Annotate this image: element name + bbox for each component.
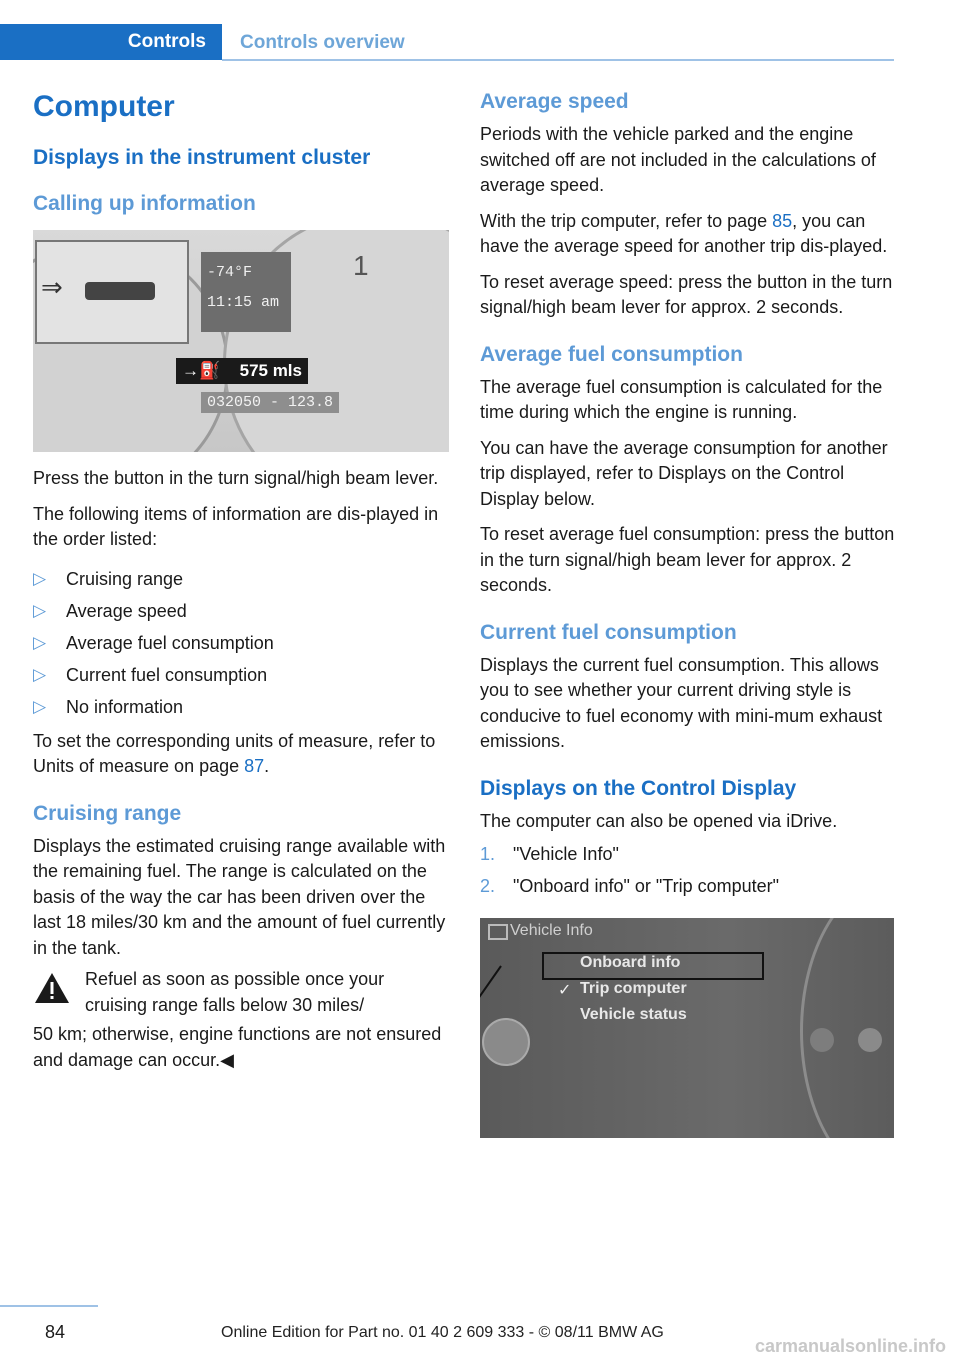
paragraph-average-speed-1: Periods with the vehicle parked and the engine switched off are not included in the calculations of average speed.	[480, 124, 876, 195]
triangle-bullet-icon: ▷	[33, 600, 47, 620]
menu-title: Vehicle Info	[510, 922, 593, 939]
temperature-readout: -74°F	[207, 264, 253, 281]
page-link-87[interactable]: 87	[244, 756, 265, 776]
paragraph-press-button: Press the button in the turn signal/high beam lever.	[33, 468, 439, 488]
heading-average-fuel: Average fuel consumption	[480, 342, 743, 366]
menu-item-trip-computer: Trip computer	[580, 980, 687, 997]
list-item: ▷ Cruising range	[33, 563, 451, 595]
list-item: ▷ Current fuel consumption	[33, 659, 451, 691]
heading-current-fuel: Current fuel consumption	[480, 620, 737, 644]
edition-text: Online Edition for Part no. 01 40 2 609 333 - © 08/11 BMW AG	[221, 1324, 664, 1341]
warning-block	[33, 967, 451, 1018]
triangle-bullet-icon: ▷	[33, 696, 47, 716]
triangle-bullet-icon: ▷	[33, 568, 47, 588]
paragraph-average-fuel-1: The average fuel consumption is calculated for the time during which the engine is running.	[480, 376, 883, 422]
list-item: ▷ Average speed	[33, 595, 451, 627]
page-header	[0, 0, 960, 62]
page-link-85[interactable]: 85	[772, 210, 793, 231]
checkmark-icon: ✓	[558, 982, 572, 999]
heading-control-display: Displays on the Control Display	[480, 776, 797, 800]
triangle-bullet-icon: ▷	[33, 664, 47, 684]
step-item: 1. "Vehicle Info"	[480, 844, 619, 864]
fuel-pump-icon: →⛽	[182, 361, 221, 380]
list-item: ▷ Average fuel consumption	[33, 627, 451, 659]
watermark: carmanualsonline.info	[754, 1336, 946, 1356]
time-readout: 11:15 am	[207, 294, 280, 311]
heading-average-speed: Average speed	[480, 90, 629, 113]
paragraph-units: To set the corresponding units of measure, refer to Units of measure on page 87.	[33, 730, 436, 776]
heading-calling-up-information: Calling up information	[33, 192, 256, 215]
idrive-menu-figure	[480, 918, 894, 1138]
paragraph-average-speed-3: To reset average speed: press the button in the turn signal/high beam lever for approx. 2 seconds.	[480, 271, 893, 317]
range-readout	[176, 358, 308, 384]
menu-item-onboard-info: Onboard info	[580, 954, 681, 971]
heading-cruising-range: Cruising range	[33, 801, 182, 825]
pointer-line	[480, 965, 502, 1015]
paragraph-cruising-range: Displays the estimated cruising range available with the remaining fuel. The range is calculated on the basis of the way the car has been driven over the last 18 miles/30 km and the amount of fuel currently in the tank.	[33, 835, 446, 958]
page-number: 84	[45, 1322, 66, 1342]
right-column	[480, 90, 898, 1138]
paragraph-control-display: The computer can also be opened via iDrive.	[480, 810, 838, 831]
instrument-cluster-figure	[33, 230, 449, 452]
control-button	[810, 1028, 834, 1052]
paragraph-average-fuel-3: To reset average fuel consumption: press the button in the turn signal/high beam lever for approx. 2 seconds.	[480, 524, 895, 595]
cluster-display	[201, 252, 291, 332]
vehicle-info-icon	[488, 924, 508, 940]
paragraph-average-speed-2: With the trip computer, refer to page 85, you can have the average speed for another trip dis-played.	[480, 210, 888, 256]
footer-divider	[0, 1305, 98, 1307]
range-value: 575 mls	[239, 361, 302, 380]
arrow-icon: ⇒	[41, 272, 63, 302]
tab-controls[interactable]: Controls	[0, 24, 222, 60]
triangle-bullet-icon: ▷	[33, 632, 47, 652]
odometer-readout: 032050 - 123.8	[201, 392, 339, 413]
steps-list	[480, 838, 898, 902]
paragraph-current-fuel: Displays the current fuel consumption. This allows you to see whether your current driving style is conducive to fuel economy with mini-mum exhaust emissions.	[480, 654, 883, 751]
warning-icon	[33, 971, 71, 1005]
display-ring	[800, 918, 894, 1138]
left-column	[33, 90, 451, 1073]
paragraph-average-fuel-2: You can have the average consumption for another trip displayed, refer to Displays on the Control Display below.	[480, 437, 888, 509]
step-item: 2. "Onboard info" or "Trip computer"	[480, 876, 780, 896]
turn-signal-lever	[85, 282, 155, 300]
header-divider	[222, 59, 894, 61]
warning-text-a: Refuel as soon as possible once your cruising range falls below 30 miles/	[85, 969, 385, 1015]
page-title: Computer	[33, 90, 175, 123]
control-button	[858, 1028, 882, 1052]
list-item: ▷ No information	[33, 691, 451, 723]
gauge-number: 1	[353, 250, 369, 281]
paragraph-following-items: The following items of information are dis-played in the order listed:	[33, 503, 439, 549]
controller-knob	[482, 1018, 530, 1066]
heading-displays-instrument-cluster: Displays in the instrument cluster	[33, 146, 371, 169]
information-list	[33, 563, 451, 723]
tab-controls-overview[interactable]: Controls overview	[240, 32, 405, 53]
menu-item-vehicle-status: Vehicle status	[580, 1006, 687, 1023]
warning-text-b: 50 km; otherwise, engine functions are not ensured and damage can occur.◀	[33, 1024, 442, 1070]
